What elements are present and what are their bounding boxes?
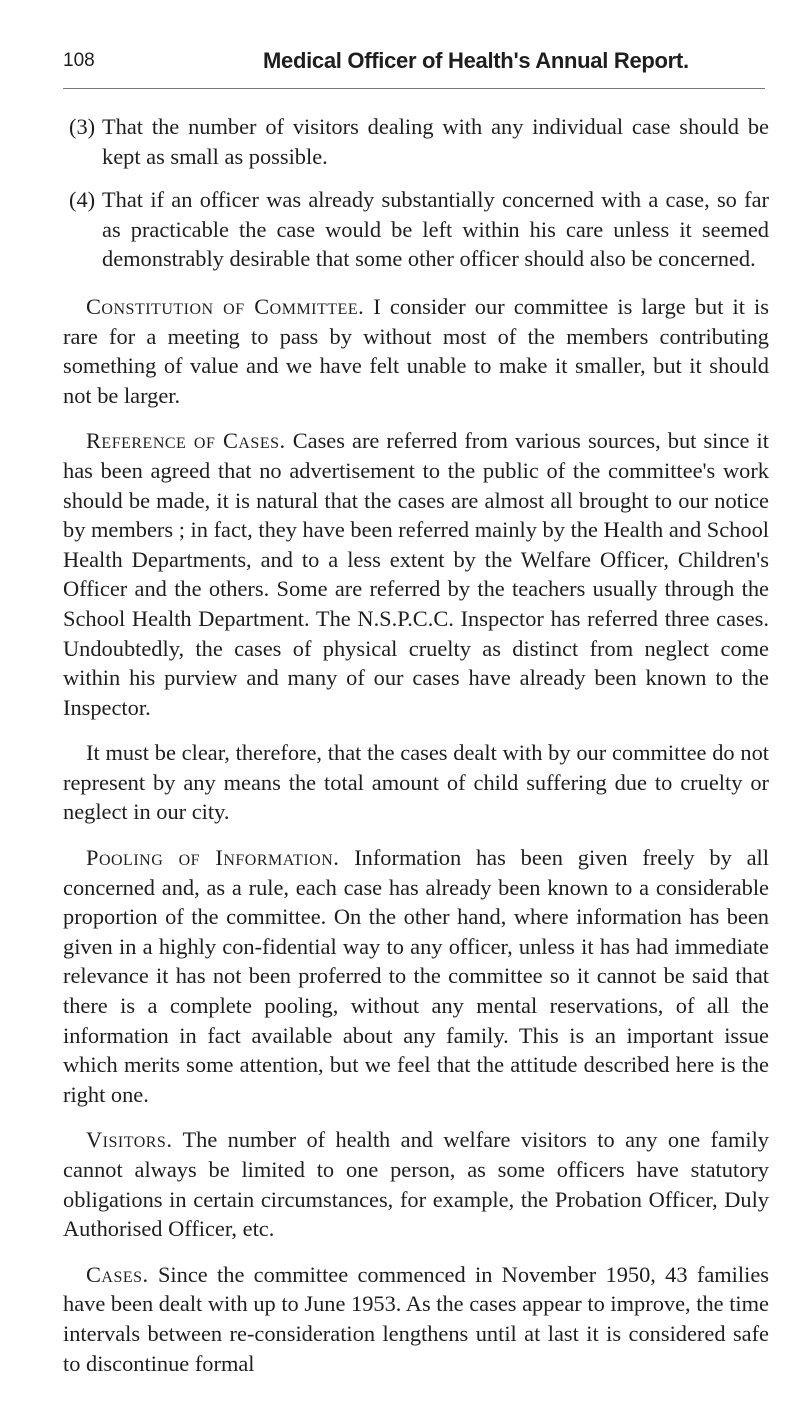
paragraph-text: I consider our committee is large but it is rare for a meeting to pass by without most of the members contributing something of value and we have felt unable to make it smaller, but it should not be larger. <box>63 293 769 408</box>
list-item <box>63 185 769 274</box>
paragraph-heading: Constitution of Committee. <box>86 293 365 319</box>
paragraph-text: The number of health and welfare visitors to any one family cannot always be limited to one person, as some officers have statutory obligations in certain circumstances, for example, the Probation Officer, Duly Authorised Officer, etc. <box>63 1127 769 1242</box>
paragraph-heading: Cases. <box>86 1261 149 1287</box>
page-number: 108 <box>63 50 95 71</box>
paragraph-cases-dealt-with <box>63 738 769 827</box>
paragraph-reference-of-cases <box>63 426 769 722</box>
header-rule <box>63 88 765 89</box>
list-item-number: (3) <box>69 114 96 139</box>
paragraph-heading: Pooling of Information. <box>86 845 340 871</box>
paragraph-text: Cases are referred from various sources, but since it has been agreed that no advertisement to the public of the committee's work should be made, it is natural that the cases are almost all brought to our notice by members ; in fact, they have been referred mainly by the Health and School Health Departments, and to a less extent by the Welfare Officer, Children's Officer and the others. Some are referred by the teachers usually through the School Health Department. The N.S.P.C.C. Inspector has referred three cases. Undoubtedly, the cases of physical cruelty as distinct from neglect come within his purview and many of our cases have already been known to the Inspector. <box>63 428 769 720</box>
list-item-number: (4) <box>69 187 96 213</box>
running-title: Medical Officer of Health's Annual Report. <box>263 48 689 73</box>
list-item <box>63 112 769 171</box>
paragraph-heading: Visitors. <box>86 1127 173 1153</box>
page-header <box>63 50 765 90</box>
list-item-text: That the number of visitors dealing with any individual case should be kept as small as possible. <box>102 114 769 169</box>
paragraph-visitors <box>63 1125 769 1243</box>
list-item-text: That if an officer was already substantially concerned with a case, so far as practicable the case would be left within his care unless it seemed demonstrably desirable that some other officer should also be concerned. <box>102 187 769 272</box>
paragraph-constitution-of-committee <box>63 292 769 410</box>
paragraph-heading: Reference of Cases. <box>86 428 286 454</box>
page-body <box>63 112 769 1394</box>
paragraph-text: Information has been given freely by all concerned and, as a rule, each case has already been known to a considerable proportion of the committee. On the other hand, where information has been given in a highly con-fidential way to any officer, unless it has had immediate relevance it has not been proferred to the committee so it cannot be said that there is a complete pooling, without any mental reservations, of all the information in fact available about any family. This is an important issue which merits some attention, but we feel that the attitude described here is the right one. <box>63 845 769 1107</box>
paragraph-cases <box>63 1260 769 1378</box>
paragraph-pooling-of-information <box>63 843 769 1109</box>
paragraph-text: Since the committee commenced in November 1950, 43 families have been dealt with up to June 1953. As the cases appear to improve, the time intervals between re-consideration lengthens until at last it is considered safe to discontinue formal <box>63 1261 769 1376</box>
paragraph-text: It must be clear, therefore, that the cases dealt with by our committee do not represent by any means the total amount of child suffering due to cruelty or neglect in our city. <box>63 740 769 825</box>
